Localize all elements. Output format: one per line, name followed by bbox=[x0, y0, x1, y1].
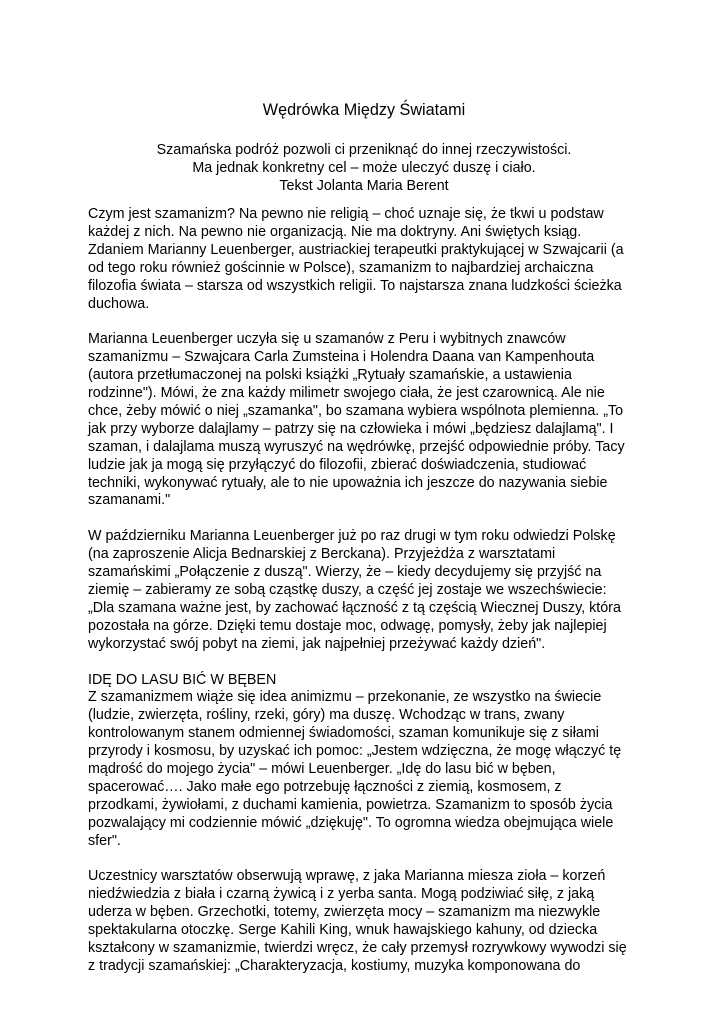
text-line: sfer". bbox=[88, 832, 121, 849]
text-line: Uczestnicy warsztatów obserwują wprawę, z jaka Marianna miesza zioła – korzeń bbox=[88, 868, 606, 885]
text-line: Marianna Leuenberger uczyła się u szamanów z Peru i wybitnych znawców bbox=[88, 331, 566, 348]
text-line: przodkami, żywiołami, z duchami kamienia, powietrza. Szamanizm to sposób życia bbox=[88, 796, 613, 813]
text-line: pozostała na górze. Dzięki temu dostaje moc, odwagę, pomysły, żeby jak najlepiej bbox=[88, 617, 607, 634]
paragraph bbox=[88, 331, 640, 510]
text-line: mądrość do mojego życia" – mówi Leuenberger. „Idę do lasu bić w bęben, bbox=[88, 761, 556, 778]
lead-line: Ma jednak konkretny cel – może uleczyć duszę i ciało. bbox=[192, 160, 536, 176]
paragraph bbox=[88, 672, 640, 851]
text-line: ludzie jak ja mogą się przyłączyć do filozofii, zbierać doświadczenia, studiować bbox=[88, 456, 587, 473]
text-line: z tradycji szamańskiej: „Charakteryzacja, kostiumy, muzyka komponowana do bbox=[88, 958, 581, 974]
text-line: spektakularna otoczkę. Serge Kahili King, wnuk hawajskiego kahuny, od dziecka bbox=[88, 922, 598, 939]
article-title: Wędrówka Między Światami bbox=[262, 101, 466, 119]
text-line: pozwalający mi codziennie mówić „dziękuję". To ogromna wiedza obejmująca wiele bbox=[88, 814, 614, 831]
author-line: Tekst Jolanta Maria Berent bbox=[279, 178, 449, 194]
paragraph bbox=[88, 868, 640, 975]
text-line: (autora przetłumaczonej na polski książki „Rytuały szamańskie, a ustawienia bbox=[88, 367, 572, 384]
text-line: techniki, wykonywać rytuały, ale to nie upoważnia ich jeszcze do nazywania siebie bbox=[88, 474, 608, 491]
article-body bbox=[88, 206, 640, 994]
text-line: kontrolowanym stanem odmiennej świadomości, szaman komunikuje się z siłami bbox=[88, 725, 599, 742]
text-line: szamanizmu – Szwajcara Carla Zumsteina i Holendra Daana van Kampenhouta bbox=[88, 349, 595, 366]
text-line: Czym jest szamanizm? Na pewno nie religią – choć uznaje się, że tkwi u podstaw bbox=[88, 206, 604, 222]
text-line: szaman, i dalajlama muszą wyruszyć na wędrówkę, przejść odpowiednie próby. Tacy bbox=[88, 438, 625, 455]
text-line: W październiku Marianna Leuenberger już po raz drugi w tym roku odwiedzi Polskę bbox=[88, 528, 616, 545]
article-lead bbox=[88, 141, 640, 195]
text-line: spacerować…. Jako małe ego potrzebuję łączności z ziemią, kosmosem, z bbox=[88, 778, 562, 795]
text-line: niedźwiedzia z biała i czarną żywicą i z yerba santa. Mogą podziwiać siłę, z jaką bbox=[88, 886, 595, 903]
text-line: uderza w bęben. Grzechotki, totemy, zwierzęta mocy – szamanizm ma niezwykle bbox=[88, 904, 601, 921]
paragraph bbox=[88, 528, 640, 653]
text-line: filozofia świata – starsza od wszystkich religii. To najstarsza znana ludzkości ścieżka bbox=[88, 277, 622, 294]
text-line: każdej z nich. Na pewno nie organizacją. Nie ma doktryny. Ani świętych ksiąg. bbox=[88, 223, 582, 240]
text-line: jak przy wyborze dalajlamy – patrzy się na człowieka i mówi „będziesz dalajlamą". I bbox=[88, 420, 614, 437]
text-line: „Dla szamana ważne jest, by zachować łączność z tą częścią Wiecznej Duszy, która bbox=[88, 599, 621, 616]
lead-line: Szamańska podróż pozwoli ci przeniknąć do innej rzeczywistości. bbox=[156, 142, 572, 158]
text-line: chce, żeby mówić o niej „szamanka", bo szamana wybiera wspólnota plemienna. „To bbox=[88, 402, 624, 419]
paragraph bbox=[88, 206, 640, 313]
text-line: wykorzystać swój pobyt na ziemi, jak najpełniej przeżywać każdy dzień". bbox=[88, 635, 546, 652]
section-heading: IDĘ DO LASU BIĆ W BĘBEN bbox=[88, 671, 277, 688]
text-line: przyrody i kosmosu, by uzyskać ich pomoc: „Jestem wdzięczna, że mogę włączyć tę bbox=[88, 743, 622, 760]
text-line: (ludzie, zwierzęta, rośliny, rzeki, góry) ma duszę. Wchodząc w trans, zwany bbox=[88, 707, 565, 724]
text-line: szamańskimi „Połączenie z duszą". Wierzy, że – kiedy decydujemy się przyjść na bbox=[88, 564, 602, 581]
text-line: od tego roku również gościnnie w Polsce), szamanizm to najbardziej archaiczna bbox=[88, 259, 594, 276]
text-line: (na zaproszenie Alicja Bednarskiej z Berckana). Przyjeżdża z warsztatami bbox=[88, 546, 556, 563]
text-line: szamanami." bbox=[88, 492, 171, 509]
text-line: duchowa. bbox=[88, 295, 150, 312]
text-line: kształcony w szamanizmie, twierdzi wręcz, że cały przemysł rozrywkowy wywodzi się bbox=[88, 940, 627, 957]
text-line: Zdaniem Marianny Leuenberger, austriackiej terapeutki praktykującej w Szwajcarii (a bbox=[88, 241, 624, 258]
text-line: ziemię – zabieramy ze sobą cząstkę duszy, a część jej zostaje we wszechświecie: bbox=[88, 582, 607, 598]
text-line: Z szamanizmem wiąże się idea animizmu – przekonanie, ze wszystko na świecie bbox=[88, 689, 602, 706]
text-line: rodzinne"). Mówi, że zna każdy milimetr swojego ciała, że jest czarownicą. Ale nie bbox=[88, 385, 605, 402]
